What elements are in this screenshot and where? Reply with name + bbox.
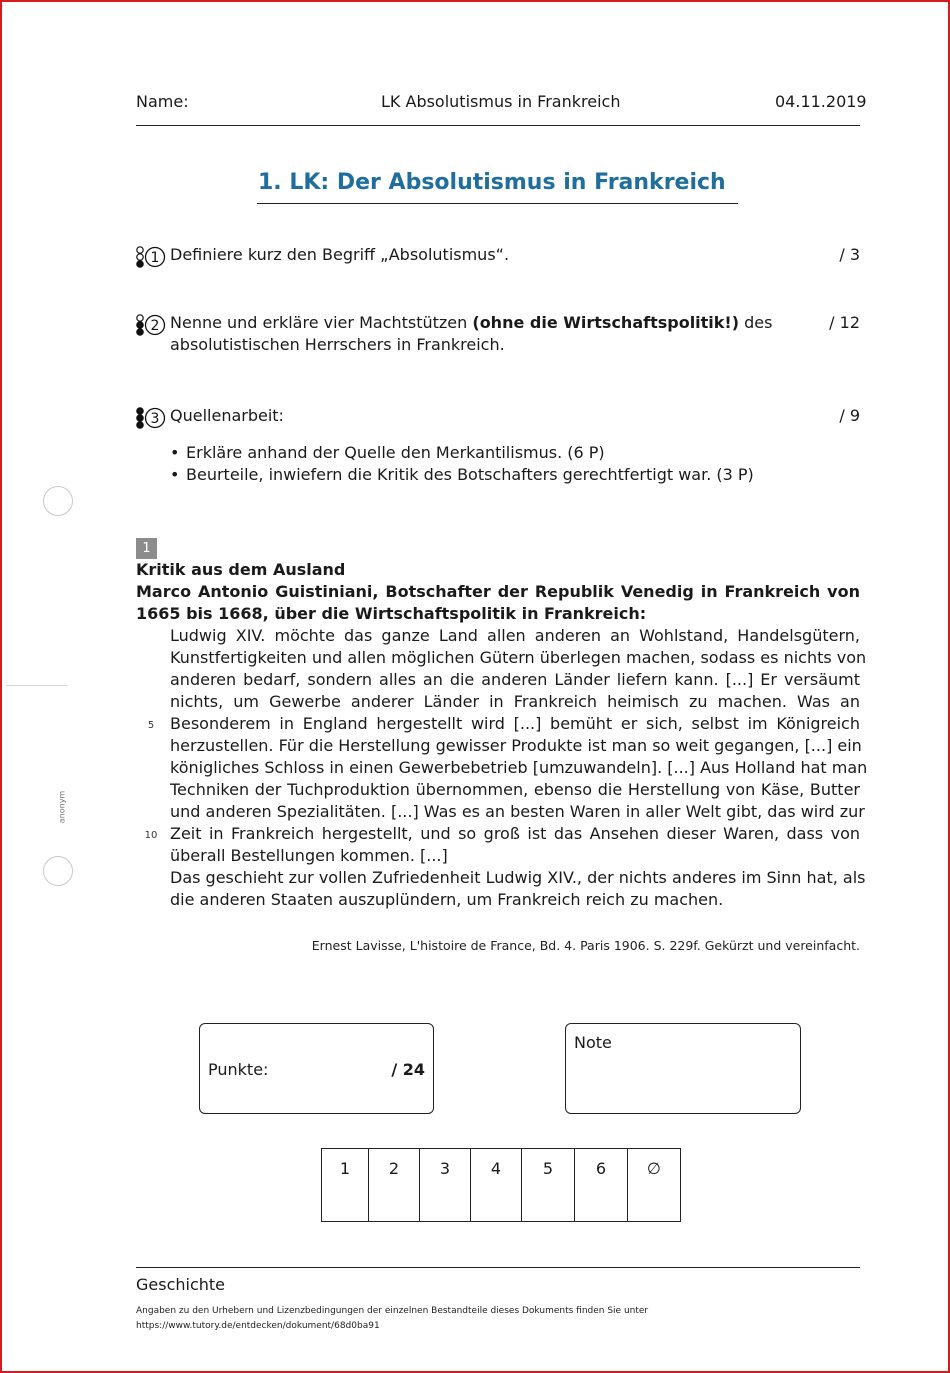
grade-cell: 3 (420, 1149, 471, 1222)
source-line: Ludwig XIV. möchte das ganze Land allen anderen an Wohlstand, Handelsgütern, (170, 626, 860, 645)
task-2-text: Nenne und erkläre vier Machtstützen (ohne die Wirtschaftspolitik!) des absolutistischen Herrschers in Frankreich. (170, 313, 773, 354)
task-3-points: / 9 (839, 406, 860, 425)
source-line: anderen bedarf, sondern alles an die anderen Länder liefern kann. [...] Er versäumt (170, 670, 860, 689)
difficulty-2-icon (136, 314, 168, 336)
page-title: 1. LK: Der Absolutismus in Frankreich (258, 170, 726, 195)
source-citation: Ernest Lavisse, L'histoire de France, Bd. 4. Paris 1906. S. 229f. Gekürzt und vereinfacht. (311, 938, 860, 953)
line-number: 10 (144, 830, 158, 841)
header-title: LK Absolutismus in Frankreich (381, 92, 621, 111)
fold-mark (6, 685, 68, 686)
points-label: Punkte: (208, 1060, 269, 1079)
header-divider (136, 125, 860, 126)
subtask-item: • Erkläre anhand der Quelle den Merkantilismus. (6 P) (170, 442, 754, 464)
source-line: überall Bestellungen kommen. [...] (170, 846, 448, 865)
task-1-number: 1 (150, 250, 160, 266)
subtask-list (170, 442, 754, 486)
task-3-number: 3 (150, 411, 160, 427)
source-line: Techniken der Tuchproduktion übernommen, ebenso die Herstellung von Käse, Butter (170, 780, 860, 799)
grade-cell: 1 (322, 1149, 369, 1222)
grade-box (565, 1023, 801, 1114)
task-1-text: Definiere kurz den Begriff „Absolutismus“. (170, 245, 510, 264)
footer-subject: Geschichte (136, 1275, 226, 1294)
grade-cell: ∅ (628, 1149, 681, 1222)
source-number-badge: 1 (136, 538, 157, 559)
source-line: Zeit in Frankreich hergestellt, und so groß ist das Ansehen dieser Waren, dass von (170, 824, 860, 843)
task-2-points: / 12 (829, 313, 860, 332)
source-line: Besonderem in England hergestellt wird [...] bemüht er sich, selbst im Königreich (170, 714, 860, 733)
grade-cell: 6 (575, 1149, 628, 1222)
task-1-points: / 3 (839, 245, 860, 264)
grade-cell: 4 (471, 1149, 522, 1222)
name-label: Name: (136, 92, 189, 111)
source-line: königliches Schloss in einen Gewerbebetrieb [umzuwandeln]. [...] Aus Holland hat man (170, 758, 868, 777)
subtask-item: • Beurteile, inwiefern die Kritik des Botschafters gerechtfertigt war. (3 P) (170, 464, 754, 486)
source-line: Kunstfertigkeiten und allen möglichen Gütern überlegen machen, sodass es nichts von (170, 648, 867, 667)
difficulty-3-icon (136, 407, 168, 429)
task-3-text: Quellenarbeit: (170, 406, 284, 425)
points-max: / 24 (391, 1060, 425, 1079)
punch-hole (43, 856, 73, 886)
points-box (199, 1023, 434, 1114)
source-subheading: Marco Antonio Guistiniani, Botschafter der Republik Venedig in Frankreich von 1665 bis 1668, über die Wirtschaftspolitik in Frankreich: (136, 582, 860, 623)
title-underline (257, 203, 738, 204)
line-number: 5 (147, 720, 155, 731)
difficulty-1-icon (136, 246, 168, 268)
source-heading: Kritik aus dem Ausland (136, 560, 346, 579)
task-2-number: 2 (150, 318, 160, 334)
grade-label: Note (574, 1033, 612, 1052)
footer-license-note: Angaben zu den Urhebern und Lizenzbedingungen der einzelnen Bestandteile dieses Dokuments finden Sie unter https://www.tutory.de/entdecken/dokument/68d0ba91 (136, 1306, 649, 1331)
punch-hole (43, 486, 73, 516)
source-line: die anderen Staaten auszuplündern, um Frankreich reich zu machen. (170, 890, 724, 909)
source-line: nichts, um Gewerbe anderer Länder in Frankreich heimisch zu machen. Was an (170, 692, 860, 711)
anonym-label: anonym (57, 790, 67, 824)
header-date: 04.11.2019 (775, 92, 867, 111)
grade-scale-table (321, 1148, 681, 1222)
source-line: Das geschieht zur vollen Zufriedenheit Ludwig XIV., der nichts anderes im Sinn hat, als (170, 868, 866, 887)
grade-cell: 5 (522, 1149, 575, 1222)
footer-divider (136, 1267, 860, 1268)
source-line: herzustellen. Für die Herstellung gewisser Produkte ist man so weit gegangen, [...] ein (170, 736, 862, 755)
grade-cell: 2 (369, 1149, 420, 1222)
source-text (170, 625, 868, 911)
source-line: und anderen Spezialitäten. [...] Was es an besten Waren in aller Welt gibt, das wird zur (170, 802, 865, 821)
